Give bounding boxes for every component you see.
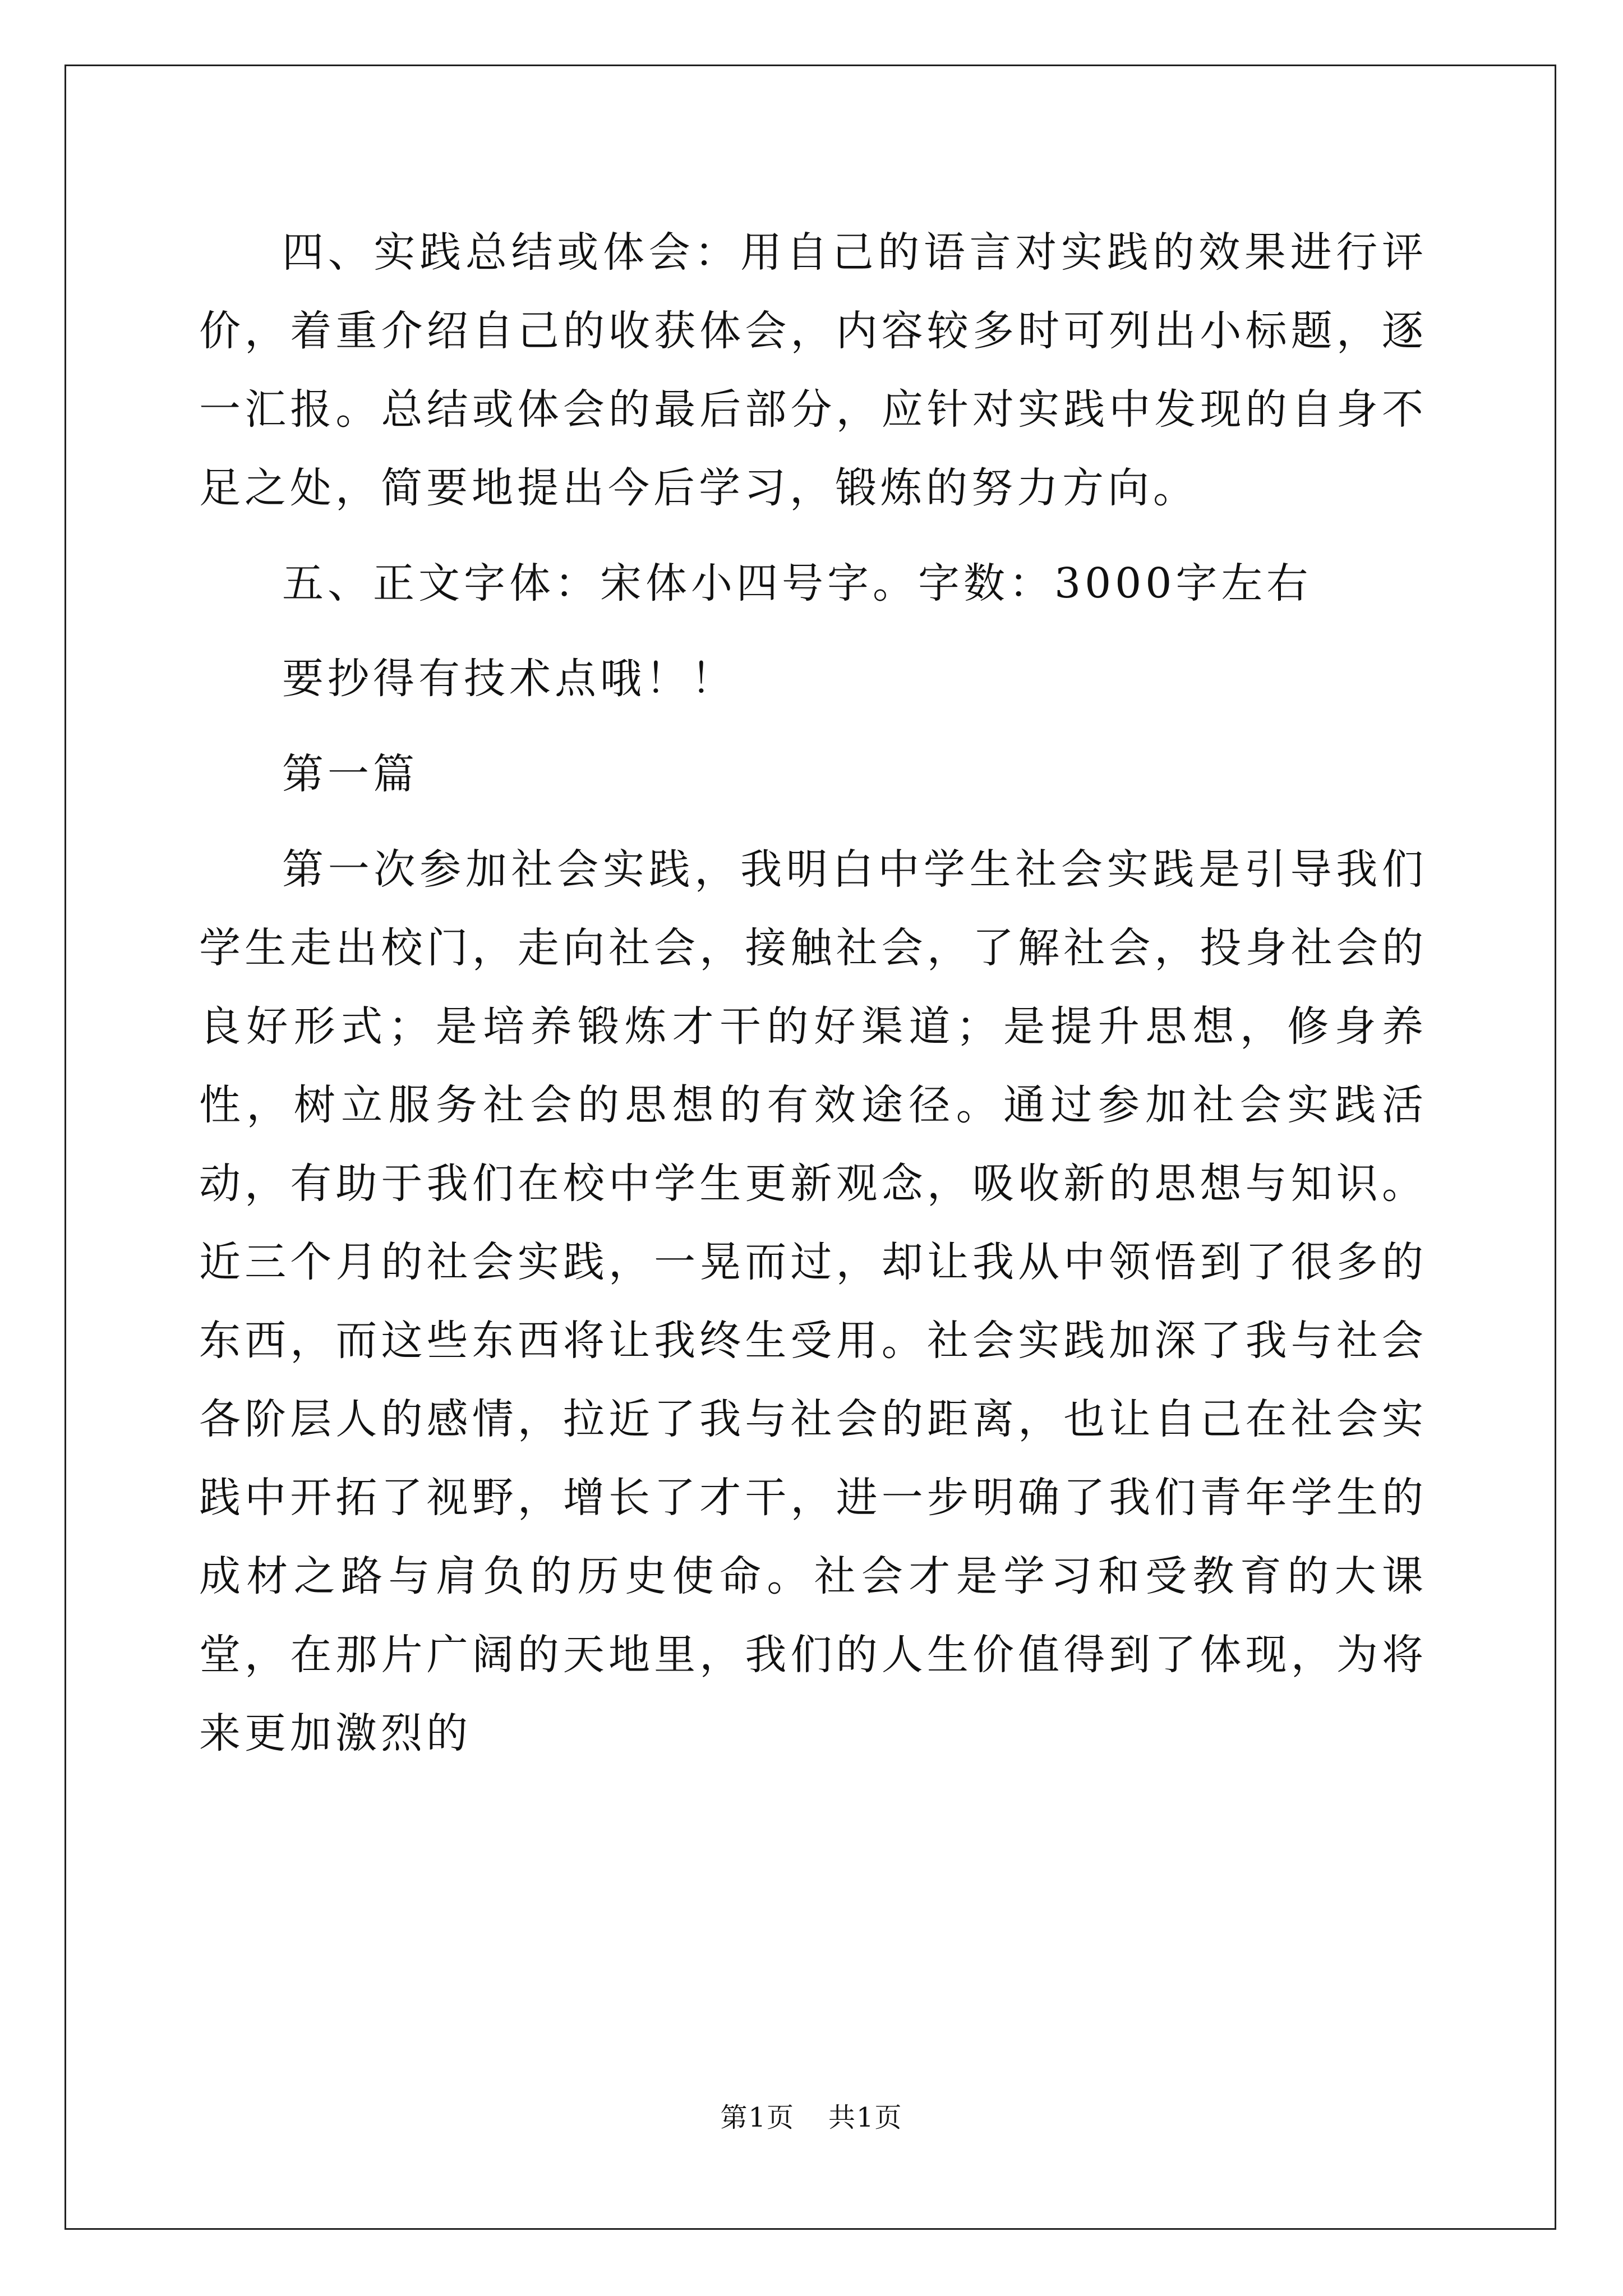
paragraph-summary: 四、实践总结或体会：用自己的语言对实践的效果进行评价，着重介绍自己的收获体会，内容较多时可列出小标题，逐一汇报。总结或体会的最后部分，应针对实践中发现的自身不足之处，简要地提出今后学习，锻炼的努力方向。 <box>199 228 1427 512</box>
document-body <box>199 213 1427 1773</box>
paragraph-font-requirement: 五、正文字体：宋体小四号字。字数：3000字左右 <box>282 559 1312 608</box>
paragraph-essay: 第一次参加社会实践，我明白中学生社会实践是引导我们学生走出校门，走向社会，接触社会，了解社会，投身社会的良好形式；是培养锻炼才干的好渠道；是提升思想，修身养性，树立服务社会的思想的有效途径。通过参加社会实践活动，有助于我们在校中学生更新观念，吸收新的思想与知识。近三个月的社会实践，一晃而过，却让我从中领悟到了很多的东西，而这些东西将让我终生受用。社会实践加深了我与社会各阶层人的感情，拉近了我与社会的距离，也让自己在社会实践中开拓了视野，增长了才干，进一步明确了我们青年学生的成材之路与肩负的历史使命。社会才是学习和受教育的大课堂，在那片广阔的天地里，我们的人生价值得到了体现，为将来更加激烈的 <box>199 845 1427 1757</box>
paragraph-note: 要抄得有技术点哦！！ <box>282 655 736 703</box>
page-number: 第1页 <box>720 2102 795 2133</box>
section-heading: 第一篇 <box>282 750 418 798</box>
page-total: 共1页 <box>828 2102 903 2133</box>
page-footer <box>0 2101 1623 2134</box>
